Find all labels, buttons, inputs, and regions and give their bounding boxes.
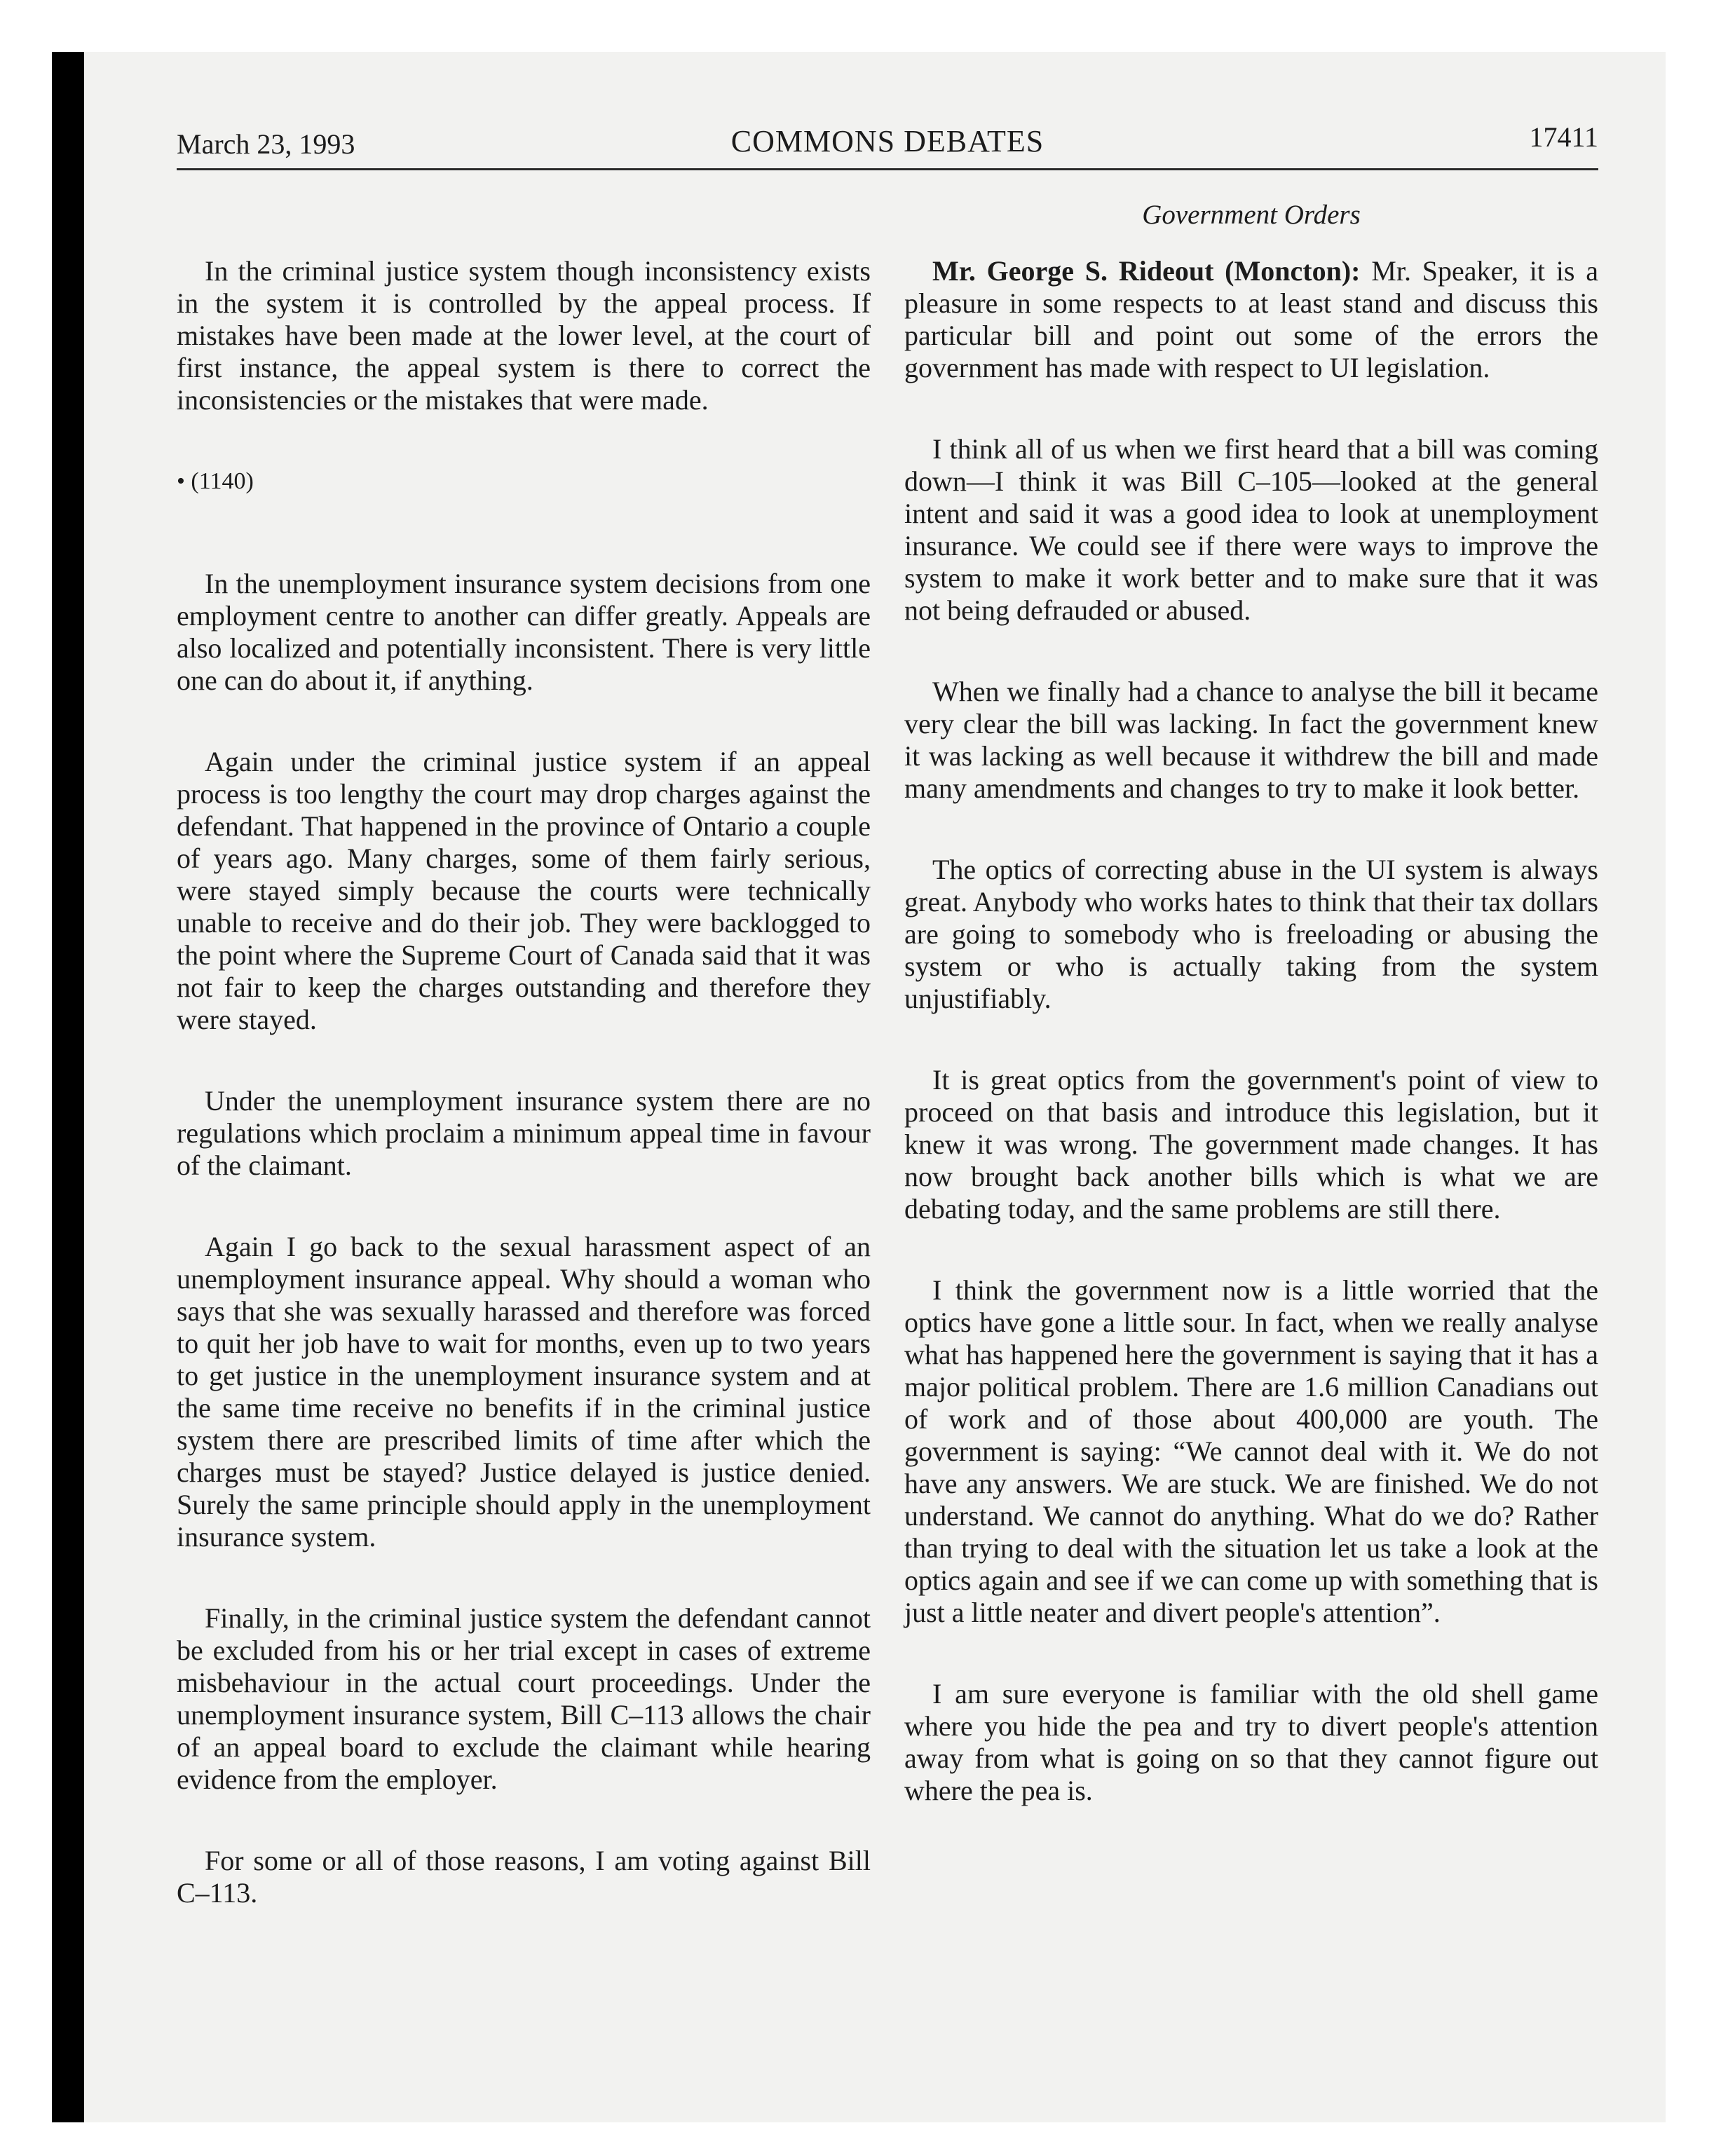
header-rule bbox=[177, 168, 1598, 170]
paragraph: When we finally had a chance to analyse the bill it became very clear the bill was lacking. In fact the government knew it was lacking as well because it withdrew the bill and made many amendments and changes to try to make it look better. bbox=[904, 676, 1598, 804]
speech-text: Mr. Speaker, it is a pleasure in some respects to at least stand and discuss this particular bill and point out some of the errors the government has made with respect to UI legislation. bbox=[904, 255, 1598, 383]
running-head bbox=[177, 121, 1598, 170]
paragraph: I think all of us when we first heard that a bill was coming down—I think it was Bill C–105—looked at the general intent and said it was a good idea to look at unemployment insurance. We could see if there were ways to improve the system to make it work better and to make sure that it was not being defrauded or abused. bbox=[904, 433, 1598, 626]
time-marker: • (1140) bbox=[177, 468, 254, 494]
paragraph: In the unemployment insurance system decisions from one employment centre to another can differ greatly. Appeals are also localized and potentially inconsistent. There is very little one can do about it, if anything. bbox=[177, 568, 871, 696]
speaker-paragraph bbox=[904, 255, 1598, 384]
paragraph: The optics of correcting abuse in the UI system is always great. Anybody who works hates to think that their tax dollars are going to somebody who is freeloading or abusing the system or who is actually taking from the system unjustifiably. bbox=[904, 854, 1598, 1014]
section-heading: Government Orders bbox=[1142, 200, 1361, 230]
paragraph: I am sure everyone is familiar with the old shell game where you hide the pea and try to divert people's attention away from what is going on so that they cannot figure out where the pea is. bbox=[904, 1678, 1598, 1806]
paragraph: For some or all of those reasons, I am voting against Bill C–113. bbox=[177, 1845, 871, 1909]
left-column bbox=[177, 255, 871, 1958]
header-publication-title: COMMONS DEBATES bbox=[730, 124, 1045, 158]
paragraph: Again I go back to the sexual harassment aspect of an unemployment insurance appeal. Why should a woman who says that she was sexually harassed and therefore was forced to quit her job have to wait for months, even up to two years to get justice in the unemployment insurance system and at the same time receive no benefits if in the criminal justice system there are prescribed limits of time after which the charges must be stayed? Justice delayed is justice denied. Surely the same principle should apply in the unemployment insurance system. bbox=[177, 1231, 871, 1553]
speaker-name: Mr. George S. Rideout (Moncton): bbox=[932, 255, 1361, 287]
right-column bbox=[904, 255, 1598, 1856]
paragraph: Under the unemployment insurance system there are no regulations which proclaim a minimum appeal time in favour of the claimant. bbox=[177, 1085, 871, 1181]
header-page-number: 17411 bbox=[1529, 121, 1598, 153]
paragraph: In the criminal justice system though inconsistency exists in the system it is controlled by the appeal process. If mistakes have been made at the lower level, at the court of first instance, the appeal system is there to correct the inconsistencies or the mistakes that were made. bbox=[177, 255, 871, 416]
scan-binding-edge bbox=[52, 52, 84, 2122]
paragraph: Again under the criminal justice system if an appeal process is too lengthy the court may drop charges against the defendant. That happened in the province of Ontario a couple of years ago. Many charges, some of them fairly serious, were stayed simply because the courts were technically unable to receive and do their job. They were backlogged to the point where the Supreme Court of Canada said that it was not fair to keep the charges outstanding and therefore they were stayed. bbox=[177, 746, 871, 1035]
paragraph: It is great optics from the government's point of view to proceed on that basis and introduce this legislation, but it knew it was wrong. The government made changes. It has now brought back another bills which is what we are debating today, and the same problems are still there. bbox=[904, 1064, 1598, 1224]
paragraph: Finally, in the criminal justice system the defendant cannot be excluded from his or her trial except in cases of extreme misbehaviour in the actual court proceedings. Under the unemployment insurance system, Bill C–113 allows the chair of an appeal board to exclude the claimant while hearing evidence from the employer. bbox=[177, 1602, 871, 1795]
paragraph: I think the government now is a little worried that the optics have gone a little sour. In fact, when we really analyse what has happened here the government is saying that it has a major political problem. There are 1.6 million Canadians out of work and of those about 400,000 are youth. The government is saying: “We cannot deal with it. We do not have any answers. We are stuck. We are finished. We do not understand. We cannot do anything. What do we do? Rather than trying to deal with the situation let us take a look at the optics again and see if we can come up with something that is just a little neater and divert people's attention”. bbox=[904, 1274, 1598, 1628]
header-date: March 23, 1993 bbox=[177, 128, 355, 160]
